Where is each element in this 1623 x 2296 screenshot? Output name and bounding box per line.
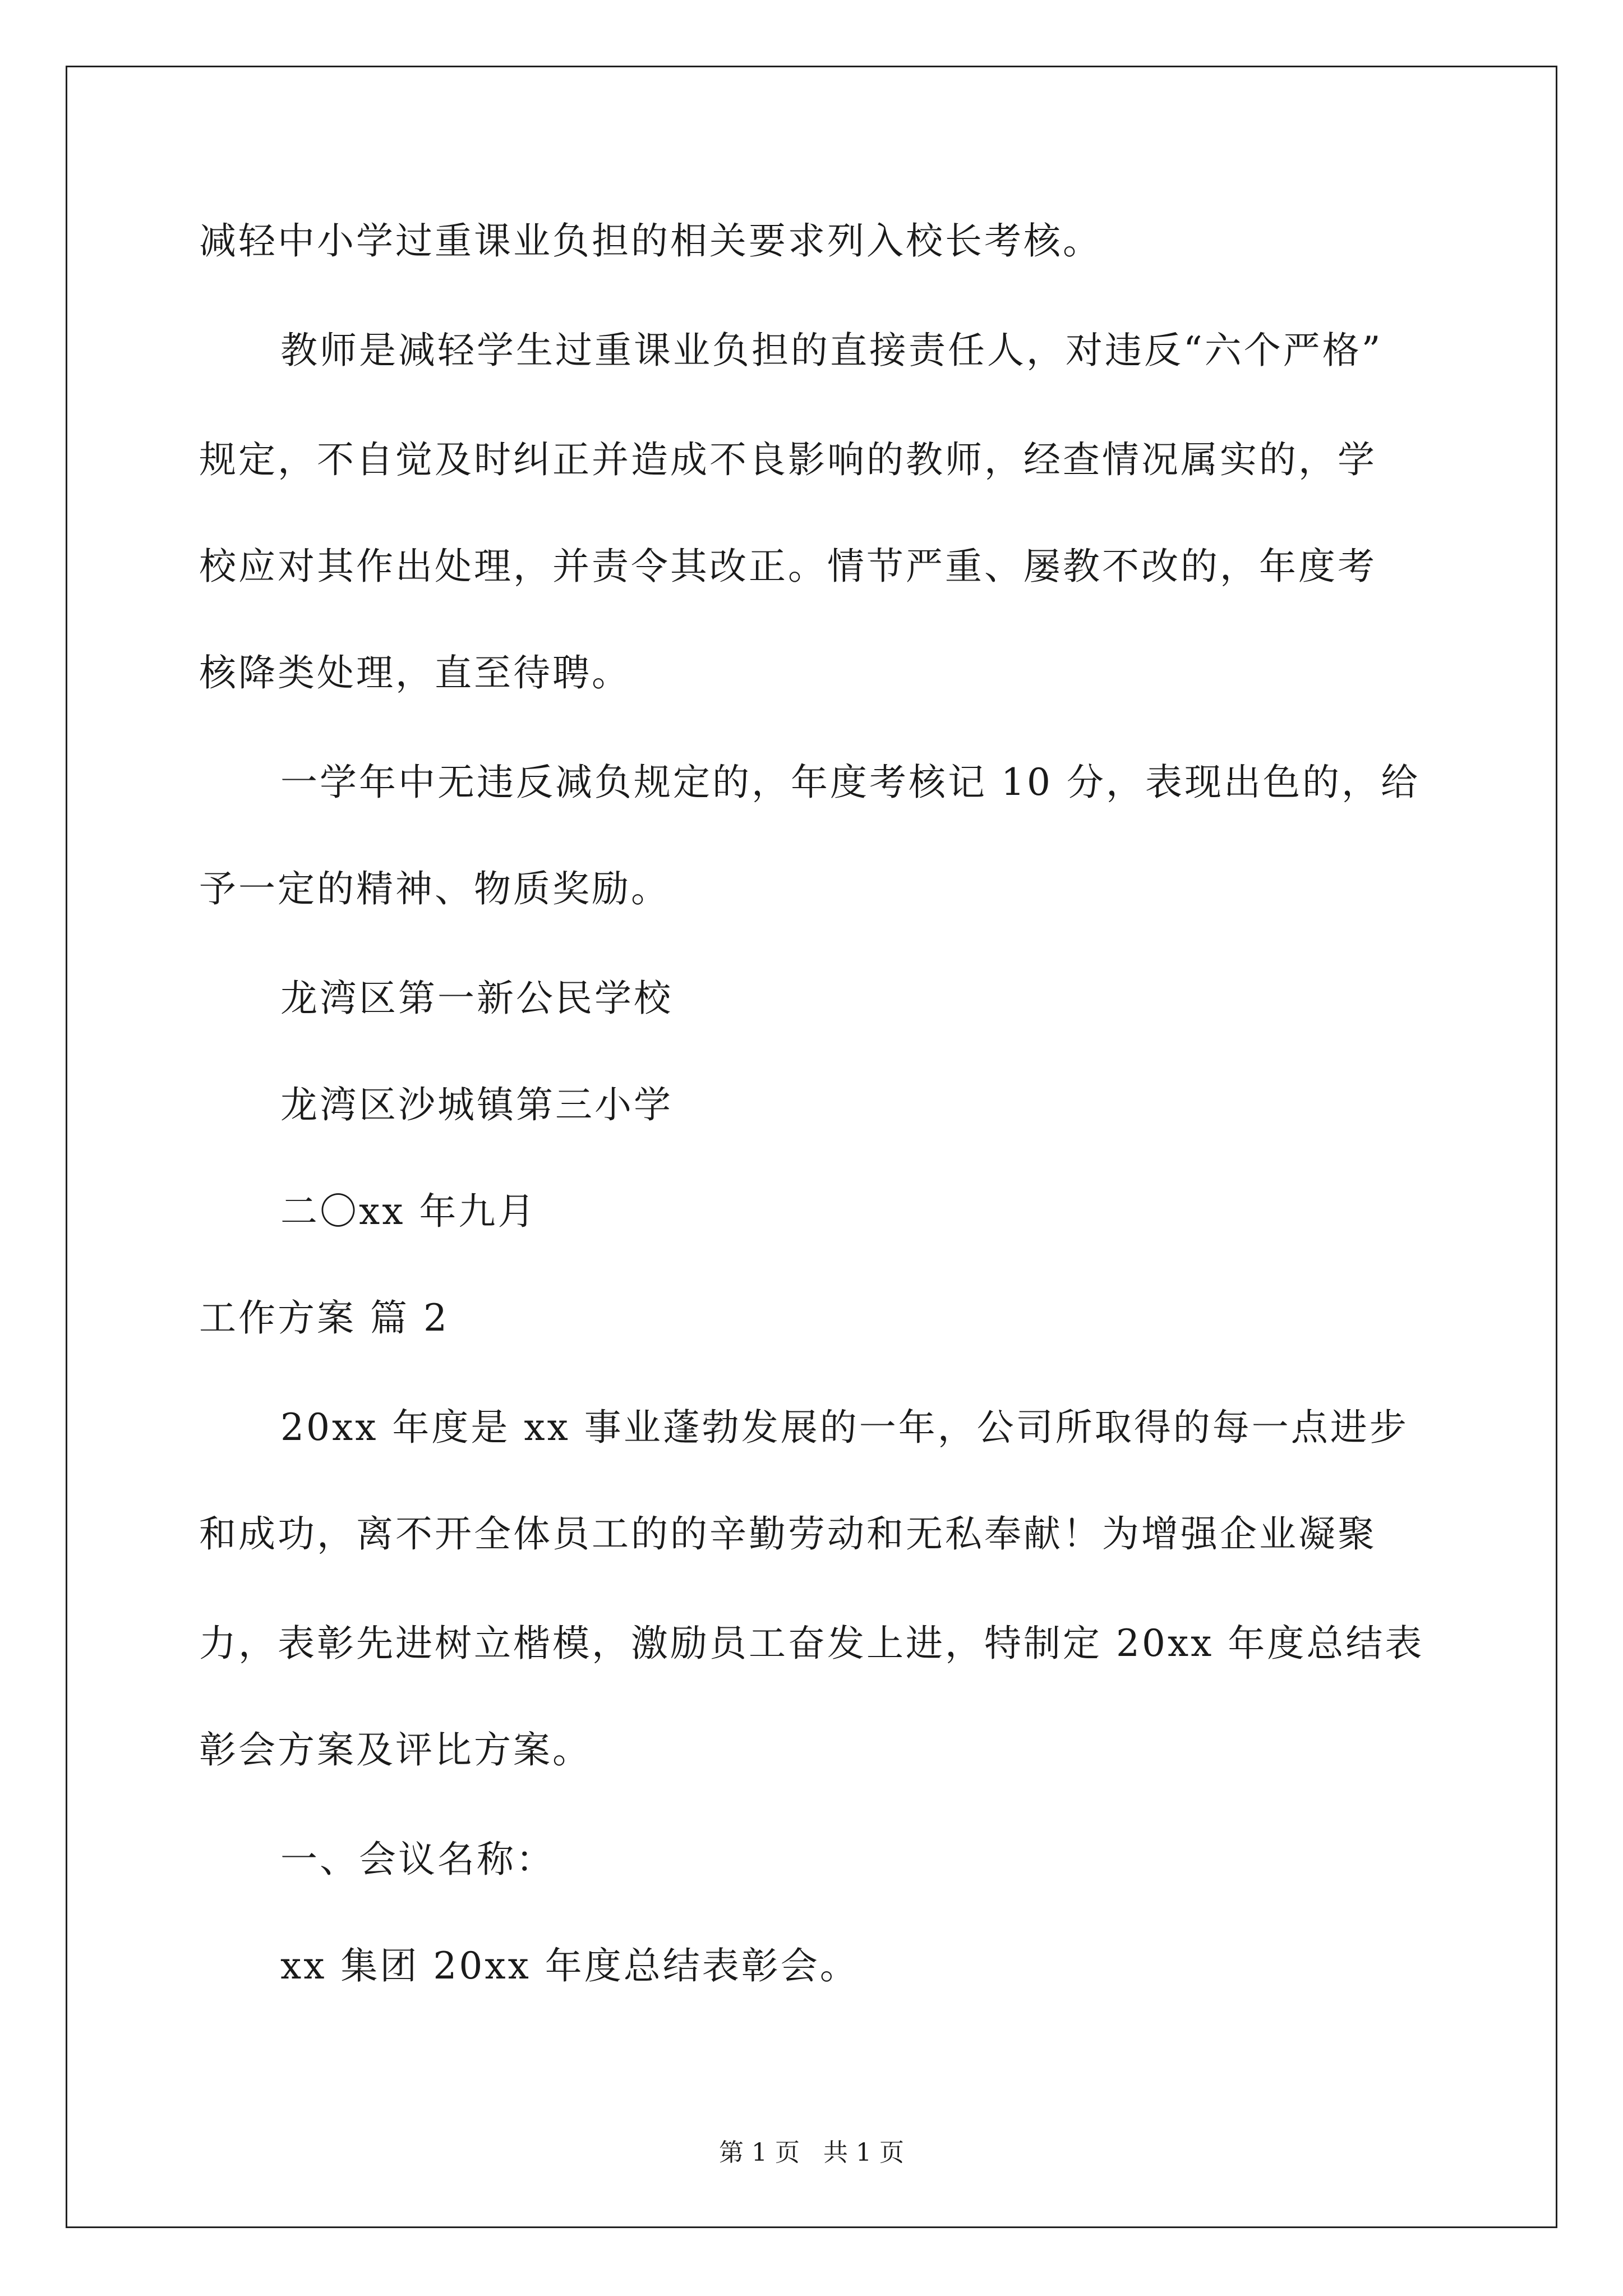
paragraph-line: 校应对其作出处理，并责令其改正。情节严重、屡教不改的，年度考	[199, 545, 1377, 588]
paragraph-line: 规定，不自觉及时纠正并造成不良影响的教师，经查情况属实的，学	[199, 438, 1377, 481]
section-heading: 工作方案 篇 2	[199, 1296, 449, 1340]
paragraph-line: 核降类处理，直至待聘。	[199, 651, 631, 694]
paragraph-line: 力，表彰先进树立楷模，激励员工奋发上进，特制定 20xx 年度总结表	[199, 1622, 1424, 1665]
paragraph-line: xx 集团 20xx 年度总结表彰会。	[280, 1944, 859, 1987]
paragraph-line: 20xx 年度是 xx 事业蓬勃发展的一年，公司所取得的每一点进步	[280, 1406, 1409, 1449]
paragraph-line: 和成功，离不开全体员工的的辛勤劳动和无私奉献！为增强企业凝聚	[199, 1512, 1377, 1556]
paragraph-line: 减轻中小学过重课业负担的相关要求列入校长考核。	[199, 219, 1102, 263]
paragraph-line: 予一定的精神、物质奖励。	[199, 867, 670, 910]
paragraph-line: 彰会方案及评比方案。	[199, 1728, 592, 1772]
signature-date: 二〇xx 年九月	[280, 1190, 537, 1233]
signature-school-1: 龙湾区第一新公民学校	[280, 977, 673, 1020]
signature-school-2: 龙湾区沙城镇第三小学	[280, 1083, 673, 1126]
page-border	[66, 66, 1557, 2228]
subheading: 一、会议名称：	[280, 1838, 555, 1881]
paragraph-line: 教师是减轻学生过重课业负担的直接责任人，对违反“六个严格”	[280, 329, 1383, 372]
page-footer: 第 1 页 共 1 页	[719, 2138, 904, 2167]
paragraph-line: 一学年中无违反减负规定的，年度考核记 10 分，表现出色的，给	[280, 761, 1420, 804]
